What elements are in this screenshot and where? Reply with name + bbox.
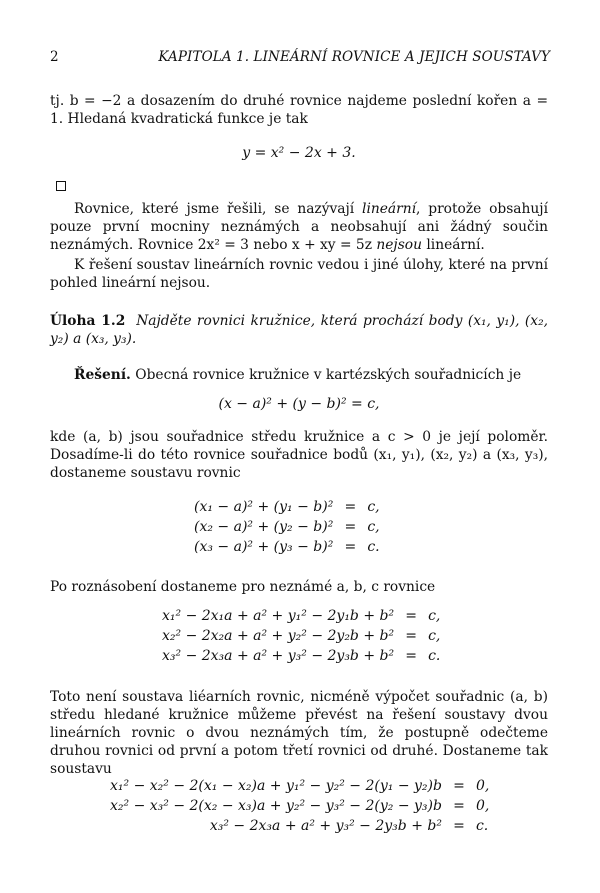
equation-system-3 <box>110 776 489 836</box>
paragraph-linearization: Toto není soustava liéarních rovnic, nicméně výpočet souřadnic (a, b) středu hledané kružnice můžeme převést na řešení soustavy dvou lineárních rovnic o dvou neznámých tím, že postupně odečteme druhou rovnici od první a potom třetí rovnici od druhé. Dostaneme tak soustavu <box>50 689 548 777</box>
solution-text: Obecná rovnice kružnice v kartézských souřadnicích je <box>135 367 522 383</box>
paragraph-substitution: kde (a, b) jsou souřadnice středu kružnice a c > 0 je její poloměr. Dosadíme-li do této rovnice souřadnice bodů (x₁, y₁), (x₂, y₂) a (x₃, y₃), dostaneme soustavu rovnic <box>50 429 548 481</box>
equation-rel: = <box>344 519 357 535</box>
equation-rel: = <box>453 798 465 814</box>
equation-rhs: c. <box>428 648 441 664</box>
equation-row <box>162 626 440 646</box>
equation-row <box>110 776 489 796</box>
equation-rhs: c, <box>367 519 380 535</box>
equation-row <box>162 646 440 666</box>
equation-lhs: x₃² − 2x₃a + a² + y₃² − 2y₃b + b² <box>162 648 395 664</box>
emphasis-not: nejsou <box>376 237 422 253</box>
equation-rhs: 0, <box>475 798 490 814</box>
equation-lhs: x₂² − 2x₂a + a² + y₂² − 2y₂b + b² <box>162 628 395 644</box>
equation-rel: = <box>453 778 465 794</box>
equation-lhs: (x₃ − a)² + (y₃ − b)² <box>194 539 334 555</box>
equation-rel: = <box>405 628 417 644</box>
equation-lhs: x₁² − 2x₁a + a² + y₁² − 2y₁b + b² <box>162 608 395 624</box>
equation-lhs: x₃² − 2x₃a + a² + y₃² − 2y₃b + b² <box>209 818 442 834</box>
equation-row <box>162 606 440 626</box>
equation-rhs: c. <box>367 539 380 555</box>
equation-rhs: c. <box>475 818 489 834</box>
equation-lhs: x₁² − x₂² − 2(x₁ − x₂)a + y₁² − y₂² − 2(y₁ − y₂)b <box>110 778 442 794</box>
equation-rhs: c, <box>428 608 441 624</box>
equation-rel: = <box>344 539 357 555</box>
equation-row <box>194 497 380 517</box>
equation-row <box>194 517 380 537</box>
paragraph-other-tasks: K řešení soustav lineárních rovnic vedou i jiné úlohy, které na první pohled lineární nejsou. <box>50 257 548 291</box>
equation-row <box>110 816 489 836</box>
task-label: Úloha 1.2 <box>50 313 126 329</box>
equation-system-1 <box>194 497 380 557</box>
solution-intro <box>50 366 548 384</box>
qed-square-icon <box>56 181 66 191</box>
equation-rel: = <box>405 608 417 624</box>
page-number: 2 <box>50 49 59 65</box>
equation-rhs: c, <box>428 628 441 644</box>
task-text: Najděte rovnici kružnice, která prochází body (x₁, y₁), (x₂, y₂) a (x₃, y₃). <box>50 313 548 347</box>
paragraph-linear-text-3: lineární. <box>421 237 485 253</box>
running-header <box>50 49 550 67</box>
equation-rel: = <box>344 499 357 515</box>
equation-rel: = <box>405 648 417 664</box>
equation-rhs: c, <box>367 499 380 515</box>
equation-row <box>110 796 489 816</box>
equation-rhs: 0, <box>475 778 490 794</box>
equation-quadratic: y = x² − 2x + 3. <box>242 145 356 161</box>
paragraph-linear-text-1: Rovnice, které jsme řešili, se nazývají <box>74 201 363 217</box>
paragraph-expansion: Po roznásobení dostaneme pro neznámé a, b, c rovnice <box>50 579 436 595</box>
equation-system-2 <box>162 606 440 666</box>
paragraph-intro: tj. b = −2 a dosazením do druhé rovnice najdeme poslední kořen a = 1. Hledaná kvadratická funkce je tak <box>50 93 548 127</box>
emphasis-linear: lineární <box>362 201 417 217</box>
paragraph-linear-definition <box>50 200 548 254</box>
equation-row <box>194 537 380 557</box>
equation-lhs: x₂² − x₃² − 2(x₂ − x₃)a + y₂² − y₃² − 2(y₂ − y₃)b <box>110 798 442 814</box>
equation-rel: = <box>453 818 465 834</box>
equation-circle: (x − a)² + (y − b)² = c, <box>218 396 380 412</box>
solution-label: Řešení. <box>74 367 131 383</box>
chapter-title: KAPITOLA 1. LINEÁRNÍ ROVNICE A JEJICH SOUSTAVY <box>158 49 550 65</box>
equation-lhs: (x₁ − a)² + (y₁ − b)² <box>194 499 334 515</box>
task-statement <box>50 312 548 348</box>
paragraph-linear-text-2: , protože obsahují pouze první mocniny neznámých a neobsahují ani žádný součin neznámých. Rovnice 2x² = 3 nebo x + xy = 5z <box>50 201 548 253</box>
equation-lhs: (x₂ − a)² + (y₂ − b)² <box>194 519 334 535</box>
